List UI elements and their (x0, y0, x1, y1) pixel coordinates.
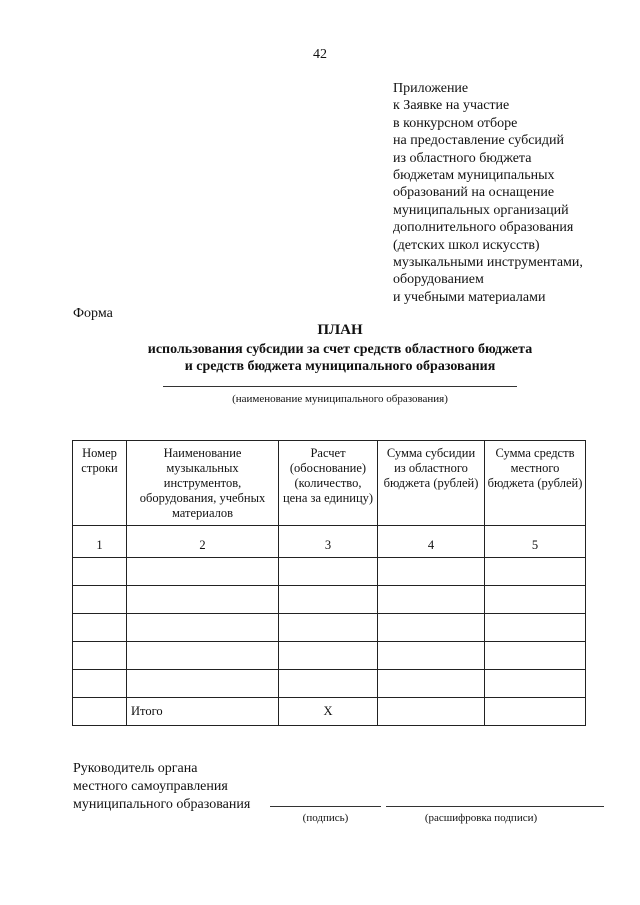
table-cell[interactable] (378, 586, 485, 614)
table-row (73, 670, 586, 698)
table-cell[interactable] (378, 614, 485, 642)
table-cell[interactable] (73, 698, 127, 726)
appendix-line: (детских школ искусств) (393, 237, 540, 253)
table-cell[interactable] (73, 614, 127, 642)
appendix-line: Приложение (393, 81, 469, 96)
document-subtitle-line2: и средств бюджета муниципального образования (184, 359, 496, 374)
appendix-line: оборудованием (393, 272, 484, 288)
signature-block (73, 760, 250, 814)
signature-role-line2: местного самоуправления (73, 779, 228, 794)
column-number: 2 (127, 526, 279, 558)
signature-decoding-caption: (расшифровка подписи) (424, 812, 538, 824)
appendix-line: к Заявке на участие (393, 98, 510, 114)
table-cell[interactable] (485, 614, 586, 642)
appendix-line: муниципальных организаций (393, 202, 569, 218)
table-cell[interactable] (485, 670, 586, 698)
appendix-line: дополнительного образования (393, 220, 574, 236)
total-regional-cell[interactable] (378, 698, 485, 726)
signature-role-line1: Руководитель органа (73, 761, 198, 776)
table-cell[interactable] (378, 670, 485, 698)
table-cell[interactable] (73, 642, 127, 670)
table-cell[interactable] (378, 642, 485, 670)
table-row (73, 642, 586, 670)
column-number: 4 (378, 526, 485, 558)
appendix-line: и учебными материалами (393, 289, 546, 305)
total-label: Итого (127, 698, 279, 726)
appendix-line: бюджетам муниципальных (393, 168, 555, 184)
table-cell[interactable] (378, 558, 485, 586)
total-row (73, 698, 586, 726)
table-header-row (73, 441, 586, 526)
document-subtitle-line1: использования субсидии за счет средств областного бюджета (147, 342, 533, 357)
table-cell[interactable] (485, 642, 586, 670)
signature-field-line[interactable] (270, 806, 381, 807)
table-cell[interactable] (127, 670, 279, 698)
form-label: Форма (73, 306, 113, 321)
table-cell[interactable] (485, 558, 586, 586)
signature-caption: (подпись) (302, 812, 349, 824)
appendix-line: на предоставление субсидий (393, 133, 565, 149)
header-calculation: Расчет (обоснование) (количество, цена за единицу) (279, 441, 378, 526)
table-cell[interactable] (73, 670, 127, 698)
header-item-name: Наименование музыкальных инструментов, оборудования, учебных материалов (127, 441, 279, 526)
plan-table (72, 440, 586, 726)
table-cell[interactable] (73, 586, 127, 614)
total-calc-mark: X (279, 698, 378, 726)
header-regional-subsidy: Сумма субсидии из областного бюджета (рублей) (378, 441, 485, 526)
table-cell[interactable] (279, 614, 378, 642)
table-cell[interactable] (279, 670, 378, 698)
header-row-number: Номер строки (73, 441, 127, 526)
column-numbers-row (73, 526, 586, 558)
table-cell[interactable] (127, 586, 279, 614)
table-row (73, 614, 586, 642)
table-row (73, 586, 586, 614)
column-number: 1 (73, 526, 127, 558)
table-row (73, 558, 586, 586)
table-cell[interactable] (279, 586, 378, 614)
appendix-line: из областного бюджета (393, 150, 532, 166)
table-cell[interactable] (279, 642, 378, 670)
document-title: ПЛАН (317, 322, 363, 338)
page-number: 42 (313, 47, 327, 62)
column-number: 5 (485, 526, 586, 558)
table-cell[interactable] (279, 558, 378, 586)
signature-role-line3: муниципального образования (73, 797, 251, 812)
header-local-budget: Сумма средств местного бюджета (рублей) (485, 441, 586, 526)
column-number: 3 (279, 526, 378, 558)
appendix-line: музыкальными инструментами, (393, 255, 583, 271)
appendix-note (393, 80, 583, 306)
table-cell[interactable] (73, 558, 127, 586)
appendix-line: в конкурсном отборе (393, 115, 518, 131)
municipality-name-line[interactable] (163, 386, 517, 387)
signature-decoding-field-line[interactable] (386, 806, 604, 807)
table-cell[interactable] (127, 614, 279, 642)
table-cell[interactable] (127, 642, 279, 670)
table-cell[interactable] (485, 586, 586, 614)
table-cell[interactable] (127, 558, 279, 586)
appendix-line: образований на оснащение (393, 185, 555, 201)
municipality-name-caption: (наименование муниципального образования) (232, 393, 448, 405)
total-local-cell[interactable] (485, 698, 586, 726)
